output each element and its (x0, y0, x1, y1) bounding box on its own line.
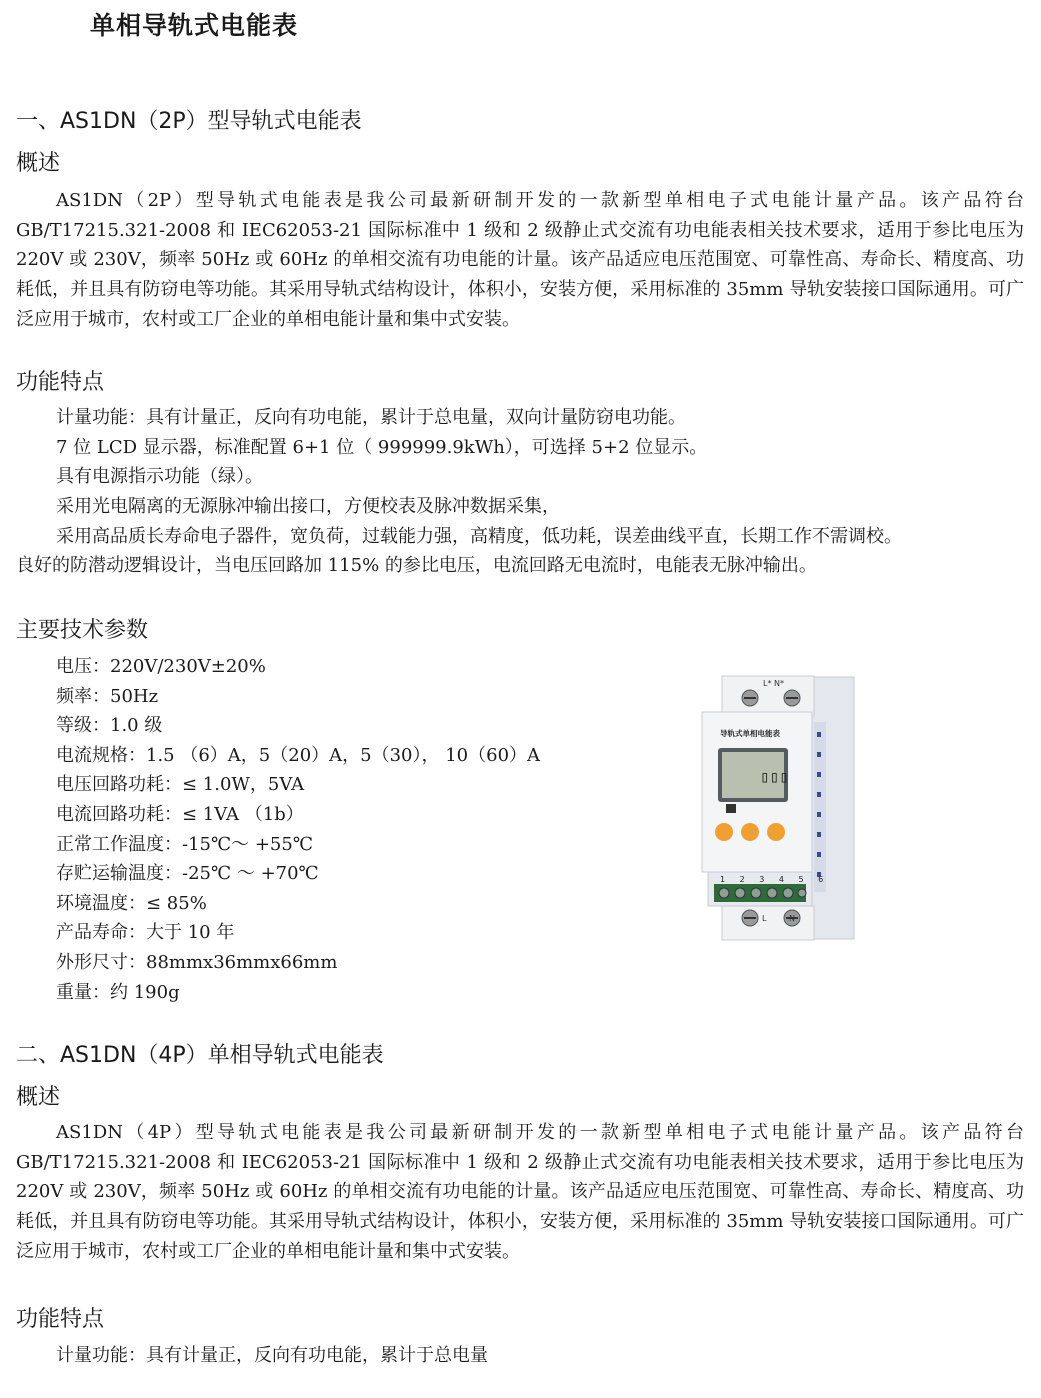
param-item: 频率：50Hz (56, 685, 159, 707)
bottom-main-terminal-labels: L N (762, 914, 805, 923)
section1-heading: 一、AS1DN（2P）型导轨式电能表 (16, 109, 362, 134)
lcd-digits-icon: ▯▯▯ (760, 767, 789, 786)
energy-meter-product-image (690, 672, 860, 944)
page-title: 单相导轨式电能表 (90, 11, 299, 40)
top-terminal-labels: L* N* (763, 679, 784, 688)
section1-overview-heading: 概述 (16, 151, 61, 176)
param-item: 存贮运输温度：-25℃ ～ +70℃ (56, 863, 319, 885)
section1-params-list (56, 652, 540, 1007)
param-item: 电流回路功耗：≤ 1VA （1b） (56, 803, 304, 825)
param-item: 电压回路功耗：≤ 1.0W，5VA (56, 774, 305, 796)
section2-overview-text: AS1DN（4P）型导轨式电能表是我公司最新研制开发的一款新型单相电子式电能计量产品。该产品符台 GB/T17215.321-2008 和 IEC62053-21 国际标准中 1 级和 2 级静止式交流有功电能表相关技术要求，适用于参比电压为 220V 或 230V，频率 50Hz 或 60Hz 的单相交流有功电能的计量。该产品适应电压范围宽、可靠性高、寿命长、精度高、功耗低，并且具有防窃电等功能。其采用导轨式结构设计，体积小，安装方便，采用标准的 35mm 导轨安装接口国际通用。可广泛应用于城市，农村或工厂企业的单相电能计量和集中式安装。 (16, 1122, 1024, 1262)
param-item: 等级：1.0 级 (56, 715, 163, 737)
param-item: 环境温度：≤ 85% (56, 892, 207, 914)
bottom-terminal-numbers: 1 2 3 4 5 6 (720, 875, 830, 884)
meter-button-icon (715, 823, 733, 841)
param-item: 电压：220V/230V±20% (56, 656, 266, 677)
section1-features-list (16, 403, 1028, 581)
param-item: 电流规格：1.5 （6）A，5（20）A，5（30）， 10（60）A (56, 744, 541, 766)
param-item: 重量：约 190g (56, 981, 180, 1003)
param-item: 产品寿命：大于 10 年 (56, 922, 235, 944)
meter-button-icon (741, 823, 759, 841)
feature-item: 计量功能：具有计量正，反向有功电能，累计于总电量，双向计量防窃电功能。 (56, 407, 686, 428)
section2-features-heading: 功能特点 (16, 1307, 105, 1332)
param-item: 正常工作温度：-15℃～ +55℃ (56, 833, 313, 855)
param-item: 外形尺寸：88mmx36mmx66mm (56, 951, 338, 973)
feature-item: 具有电源指示功能（绿）。 (56, 466, 263, 488)
section1-params-heading: 主要技术参数 (16, 618, 149, 643)
section2-heading: 二、AS1DN（4P）单相导轨式电能表 (16, 1043, 384, 1068)
meter-label: 导轨式单相电能表 (720, 729, 780, 738)
feature-item: 计量功能：具有计量正，反向有功电能，累计于总电量 (56, 1345, 488, 1366)
meter-button-icon (767, 823, 785, 841)
section2-overview-heading: 概述 (16, 1085, 61, 1110)
feature-item: 采用高品质长寿命电子器件，宽负荷，过载能力强，高精度，低功耗，误差曲线平直，长期工作不需调校。 (56, 525, 902, 547)
section2-features-list (16, 1341, 1028, 1371)
feature-item: 7 位 LCD 显示器，标准配置 6+1 位（ 999999.9kWh），可选择 5+2 位显示。 (56, 436, 708, 458)
section1-overview-text: AS1DN（2P）型导轨式电能表是我公司最新研制开发的一款新型单相电子式电能计量产品。该产品符台 GB/T17215.321-2008 和 IEC62053-21 国际标准中 1 级和 2 级静止式交流有功电能表相关技术要求，适用于参比电压为 220V 或 230V，频率 50Hz 或 60Hz 的单相交流有功电能的计量。该产品适应电压范围宽、可靠性高、寿命长、精度高、功耗低，并且具有防窃电等功能。其采用导轨式结构设计，体积小，安装方便，采用标准的 35mm 导轨安装接口国际通用。可广泛应用于城市，农村或工厂企业的单相电能计量和集中式安装。 (16, 190, 1024, 330)
section1-features-heading: 功能特点 (16, 370, 105, 395)
feature-item: 采用光电隔离的无源脉冲输出接口，方便校表及脉冲数据采集， (56, 496, 560, 518)
feature-item: 良好的防潜动逻辑设计，当电压回路加 115% 的参比电压，电流回路无电流时，电能表无脉冲输出。 (16, 555, 817, 577)
